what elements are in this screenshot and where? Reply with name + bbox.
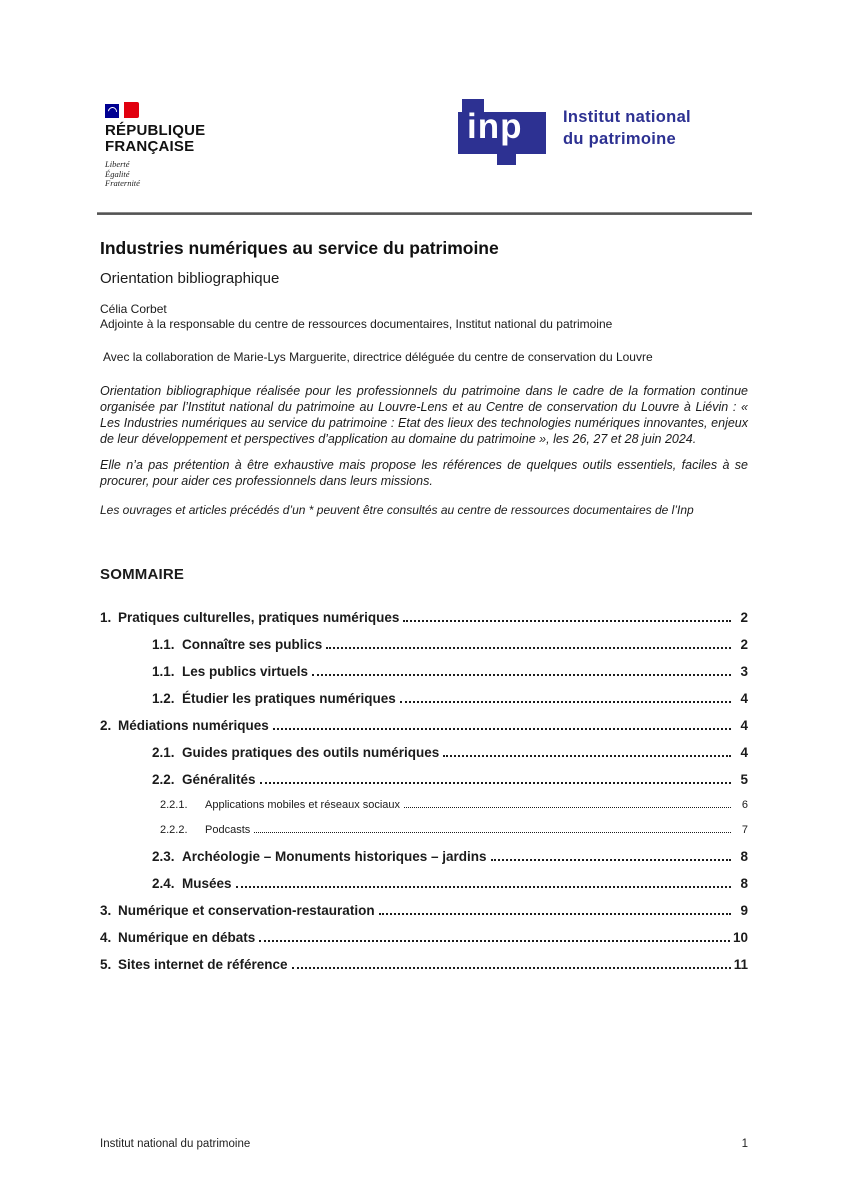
toc-dot-leader xyxy=(273,728,731,730)
toc-entry[interactable] xyxy=(100,636,748,653)
toc-entry-number: 1.1. xyxy=(152,664,175,679)
toc-entry-page: 2 xyxy=(740,610,748,625)
author-role: Adjointe à la responsable du centre de ressources documentaires, Institut national du patrimoine xyxy=(100,317,613,331)
toc-entry-number: 2.4. xyxy=(152,876,175,891)
rf-motto-egalite: Égalité xyxy=(105,168,130,179)
toc-entry-label: Guides pratiques des outils numériques xyxy=(182,745,440,760)
toc-entry[interactable] xyxy=(100,956,748,973)
toc-entries xyxy=(100,609,748,973)
toc-dot-leader xyxy=(404,807,731,808)
toc-entry-label: Étudier les pratiques numériques xyxy=(182,691,396,706)
toc-entry[interactable] xyxy=(100,929,748,946)
toc-entry[interactable] xyxy=(100,823,748,837)
toc-entry-number: 3. xyxy=(100,903,112,918)
toc-entry-number: 2. xyxy=(100,718,112,733)
toc-entry-page: 11 xyxy=(733,957,748,972)
author-name: Célia Corbet xyxy=(100,302,167,316)
toc-entry-number: 1.1. xyxy=(152,637,175,652)
toc-entry[interactable] xyxy=(100,848,748,865)
toc-entry[interactable] xyxy=(100,744,748,761)
toc-entry-page: 3 xyxy=(740,664,748,679)
footer-page-number: 1 xyxy=(741,1138,748,1150)
author-block xyxy=(100,302,748,332)
toc-entry-page: 4 xyxy=(740,745,748,760)
toc-dot-leader xyxy=(403,620,731,622)
rf-wordmark xyxy=(105,123,205,154)
toc-entry-label: Applications mobiles et réseaux sociaux xyxy=(205,799,401,811)
header-divider xyxy=(97,212,752,215)
toc-entry-page: 9 xyxy=(740,903,748,918)
rf-wordmark-line1: RÉPUBLIQUE xyxy=(105,122,206,139)
toc-entry-label: Musées xyxy=(182,876,232,891)
toc-entry-page: 6 xyxy=(741,799,748,811)
toc-entry-number: 1. xyxy=(100,610,112,625)
flag-red-block xyxy=(124,102,139,118)
toc-entry-page: 4 xyxy=(740,718,748,733)
scope-paragraph: Elle n’a pas prétention à être exhaustive mais propose les références de quelques outils essentiels, faciles à se procurer, pour aider ces professionnels dans leurs missions. xyxy=(100,458,748,488)
note-paragraph: Les ouvrages et articles précédés d’un * peuvent être consultés au centre de ressources documentaires de l’Inp xyxy=(100,503,694,517)
toc-dot-leader xyxy=(491,859,731,861)
toc-entry-page: 2 xyxy=(740,637,748,652)
toc-dot-leader xyxy=(236,886,731,888)
toc-entry-number: 2.2.2. xyxy=(160,824,188,836)
page-subtitle: Orientation bibliographique xyxy=(100,270,280,287)
toc-dot-leader xyxy=(326,647,731,649)
inp-logo xyxy=(458,99,691,165)
french-flag-icon xyxy=(105,101,205,119)
inp-mark-tab-bottom xyxy=(497,152,516,165)
toc-dot-leader xyxy=(292,967,731,969)
toc-entry-number: 2.1. xyxy=(152,745,175,760)
inp-acronym: inp xyxy=(467,107,523,146)
intro-paragraph: Orientation bibliographique réalisée pour les professionnels du patrimoine dans le cadre de la formation continue organisée par l’Institut national du patrimoine au Louvre-Lens et au Centre de conservation du Louvre à Liévin : « Les Industries numériques au service du patrimoine : Etat des lieux des technologies numériques innovantes, enjeux de leur développement et perspectives d’application au domaine du patrimoine », les 26, 27 et 28 juin 2024. xyxy=(100,384,748,446)
toc-entry-label: Médiations numériques xyxy=(118,718,269,733)
page-title: Industries numériques au service du patrimoine xyxy=(100,238,499,258)
toc-entry[interactable] xyxy=(100,609,748,626)
toc-entry-page: 10 xyxy=(732,930,748,945)
toc-entry-number: 2.2.1. xyxy=(160,799,188,811)
rf-motto-liberte: Liberté xyxy=(105,159,130,169)
republique-francaise-logo xyxy=(105,101,205,189)
toc-dot-leader xyxy=(443,755,731,757)
collaboration-line: Avec la collaboration de Marie-Lys Marguerite, directrice déléguée du centre de conservation du Louvre xyxy=(103,350,653,364)
toc-entry-number: 2.2. xyxy=(152,772,175,787)
toc-entry-label: Archéologie – Monuments historiques – jardins xyxy=(182,849,487,864)
flag-blue-block xyxy=(105,104,119,118)
toc-entry-number: 5. xyxy=(100,957,112,972)
toc-entry-label: Numérique en débats xyxy=(118,930,256,945)
toc-entry[interactable] xyxy=(100,771,748,788)
inp-logo-mark-icon xyxy=(458,99,550,165)
inp-name-line2: du patrimoine xyxy=(563,130,676,148)
toc-entry-page: 7 xyxy=(741,824,748,836)
toc-entry-label: Connaître ses publics xyxy=(182,637,323,652)
toc-entry-page: 4 xyxy=(740,691,748,706)
toc-entry-page: 8 xyxy=(740,849,748,864)
toc-entry[interactable] xyxy=(100,875,748,892)
inp-name-line1: Institut national xyxy=(563,108,691,126)
toc-entry-label: Sites internet de référence xyxy=(118,957,288,972)
inp-name xyxy=(563,106,691,165)
rf-motto-fraternite: Fraternité xyxy=(105,178,140,188)
toc-entry[interactable] xyxy=(100,690,748,707)
footer-institution: Institut national du patrimoine xyxy=(100,1138,251,1150)
toc-entry-label: Podcasts xyxy=(205,824,251,836)
toc-dot-leader xyxy=(312,674,731,676)
toc-entry-label: Généralités xyxy=(182,772,256,787)
toc-entry-number: 2.3. xyxy=(152,849,175,864)
document-content xyxy=(100,238,748,983)
toc-entry[interactable] xyxy=(100,798,748,812)
toc-entry[interactable] xyxy=(100,902,748,919)
toc-entry-label: Numérique et conservation-restauration xyxy=(118,903,375,918)
toc-entry-number: 1.2. xyxy=(152,691,175,706)
rf-wordmark-line2: FRANÇAISE xyxy=(105,137,195,155)
toc-dot-leader xyxy=(400,701,731,703)
toc-entry-label: Pratiques culturelles, pratiques numériques xyxy=(118,610,400,625)
toc-entry-label: Les publics virtuels xyxy=(182,664,309,679)
toc-heading: SOMMAIRE xyxy=(100,566,185,583)
toc-dot-leader xyxy=(254,832,731,833)
toc-entry[interactable] xyxy=(100,717,748,734)
toc-entry-number: 4. xyxy=(100,930,112,945)
toc-entry-page: 5 xyxy=(740,772,748,787)
toc-dot-leader xyxy=(260,782,731,784)
toc-entry-page: 8 xyxy=(740,876,748,891)
toc-entry[interactable] xyxy=(100,663,748,680)
toc-dot-leader xyxy=(379,913,731,915)
page-footer xyxy=(100,1138,748,1150)
toc-dot-leader xyxy=(259,940,730,942)
rf-motto xyxy=(105,160,205,189)
